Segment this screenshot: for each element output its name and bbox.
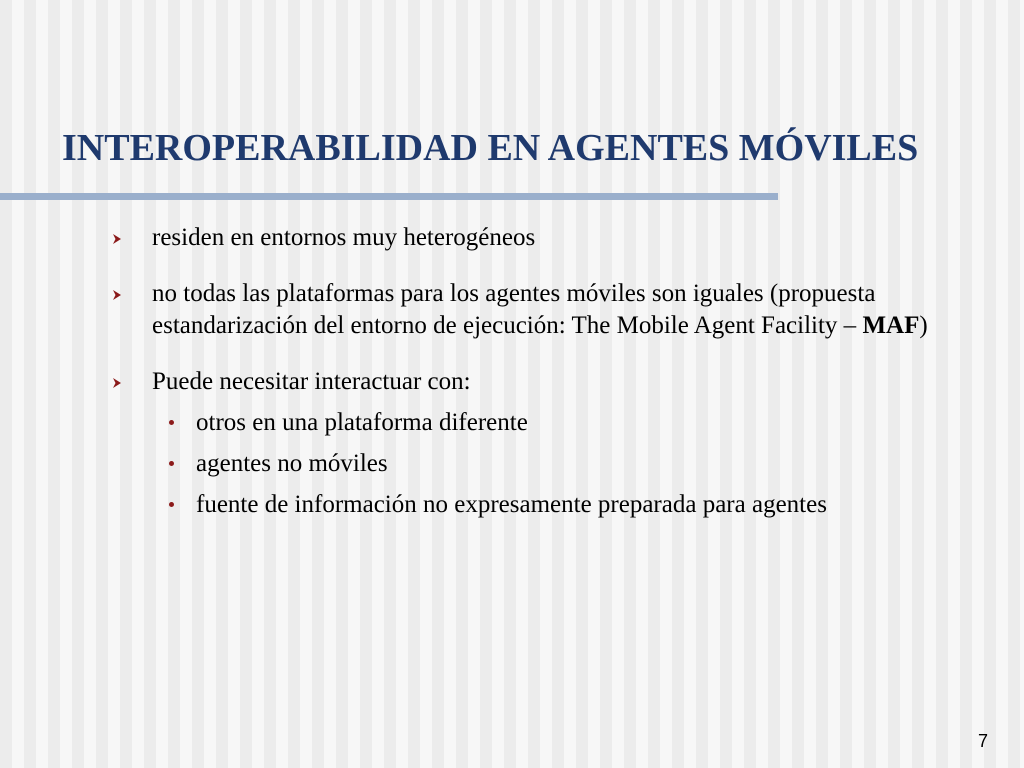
dot-bullet-icon bbox=[169, 420, 174, 425]
bullet-text: residen en entornos muy heterogéneos bbox=[152, 224, 536, 251]
maf-acronym: MAF bbox=[862, 312, 920, 339]
dot-bullet-icon bbox=[169, 502, 174, 507]
bullet-text: Puede necesitar interactuar con: bbox=[152, 368, 471, 395]
slide-title: INTEROPERABILIDAD EN AGENTES MÓVILES bbox=[62, 127, 919, 169]
arrowhead-bullet-icon bbox=[110, 288, 124, 302]
bullet-item-interact bbox=[110, 366, 1010, 398]
sub-bullet-text: agentes no móviles bbox=[196, 450, 388, 477]
arrowhead-bullet-icon bbox=[110, 376, 124, 390]
sub-bullet-item bbox=[110, 407, 1010, 439]
bullet-text-closing: ) bbox=[919, 312, 928, 339]
title-underline bbox=[0, 193, 778, 200]
bullet-list bbox=[110, 222, 1010, 530]
page-number: 7 bbox=[977, 731, 988, 751]
sub-bullet-text: fuente de información no expresamente preparada para agentes bbox=[196, 491, 827, 518]
bullet-item-heterogeneous bbox=[110, 222, 1010, 254]
sub-bullet-text: otros en una plataforma diferente bbox=[196, 409, 528, 436]
dot-bullet-icon bbox=[169, 461, 174, 466]
bullet-text: no todas las plataformas para los agentes móviles son iguales (propuesta estandarización del entorno de ejecución: The Mobile Agent Facility – bbox=[152, 280, 876, 339]
sub-bullet-item bbox=[110, 448, 1010, 480]
arrowhead-bullet-icon bbox=[110, 232, 124, 246]
sub-bullet-item bbox=[110, 489, 1010, 521]
bullet-item-platforms bbox=[110, 278, 1010, 342]
